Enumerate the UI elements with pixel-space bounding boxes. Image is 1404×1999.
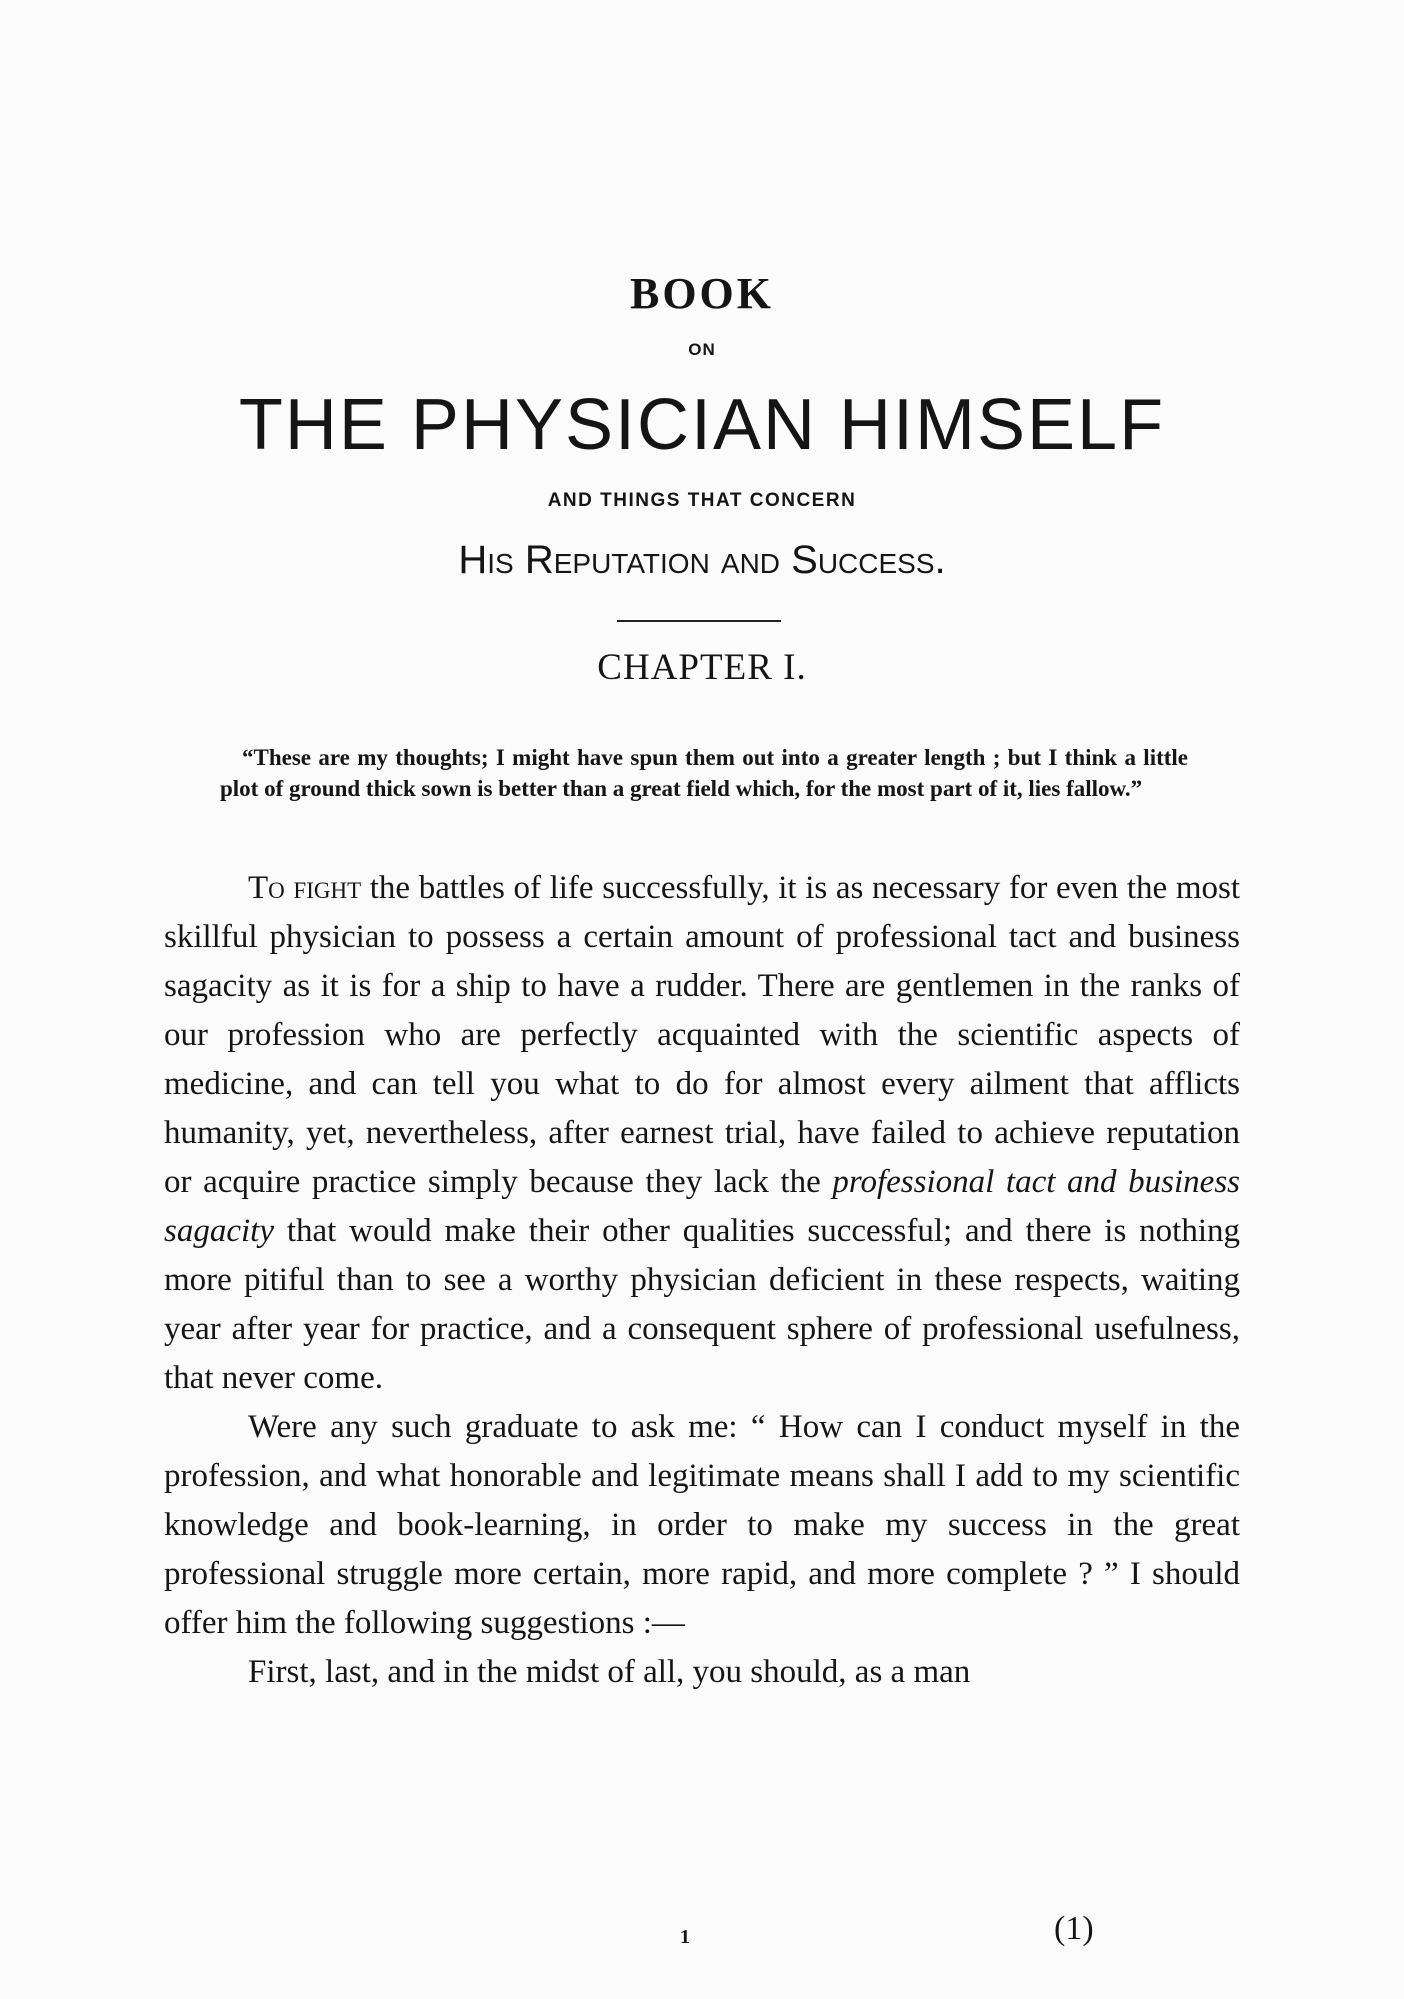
paragraph-1-lead: To fight — [248, 870, 362, 906]
paragraph-1-text-b: that would make their other qualities successful; and there is nothing more pitiful than to see a worthy physician deficient in these respects, waiting year after year for practice, and a consequent sphere of professional usefulness, that never come. — [164, 1213, 1240, 1396]
page-number: (1) — [1054, 1910, 1094, 1947]
signature-mark: 1 — [680, 1926, 690, 1948]
paragraph-1-italic: professional tact and business sagacity — [164, 1164, 1241, 1249]
title-divider — [617, 620, 781, 622]
on-heading: ON — [688, 340, 716, 359]
paragraph-2: Were any such graduate to ask me: “ How can I conduct myself in the profession, and what honorable and legitimate means shall I add to my scientific knowledge and book-learning, in order to make my success in the great professional struggle more certain, more rapid, and more complete ? ” I should offer him the following suggestions :— — [164, 1409, 1240, 1641]
paragraph-3: First, last, and in the midst of all, you should, as a man — [248, 1654, 971, 1690]
page-title: THE PHYSICIAN HIMSELF — [238, 385, 1166, 465]
subtitle-small: AND THINGS THAT CONCERN — [547, 490, 857, 511]
epigraph: “These are my thoughts; I might have spun them out into a greater length ; but I think a little plot of ground thick sown is better than a great field which, for the most part of it, lies fallow.” — [220, 745, 1188, 801]
body-text — [164, 864, 1240, 1697]
paragraph-1-text-a: the battles of life successfully, it is as necessary for even the most skillful physician to possess a certain amount of professional tact and business sagacity as it is for a ship to have a rudder. There are gentlemen in the ranks of our profession who are perfectly acquainted with the scientific aspects of medicine, and can tell you what to do for almost every ailment that afflicts humanity, yet, nevertheless, after earnest trial, have failed to achieve reputation or acquire practice simply because they lack the — [164, 870, 1240, 1200]
subtitle-large: His Reputation and Success. — [458, 538, 946, 582]
chapter-heading: CHAPTER I. — [597, 647, 807, 688]
book-heading: BOOK — [629, 269, 775, 318]
paragraph-1 — [164, 864, 1240, 1403]
